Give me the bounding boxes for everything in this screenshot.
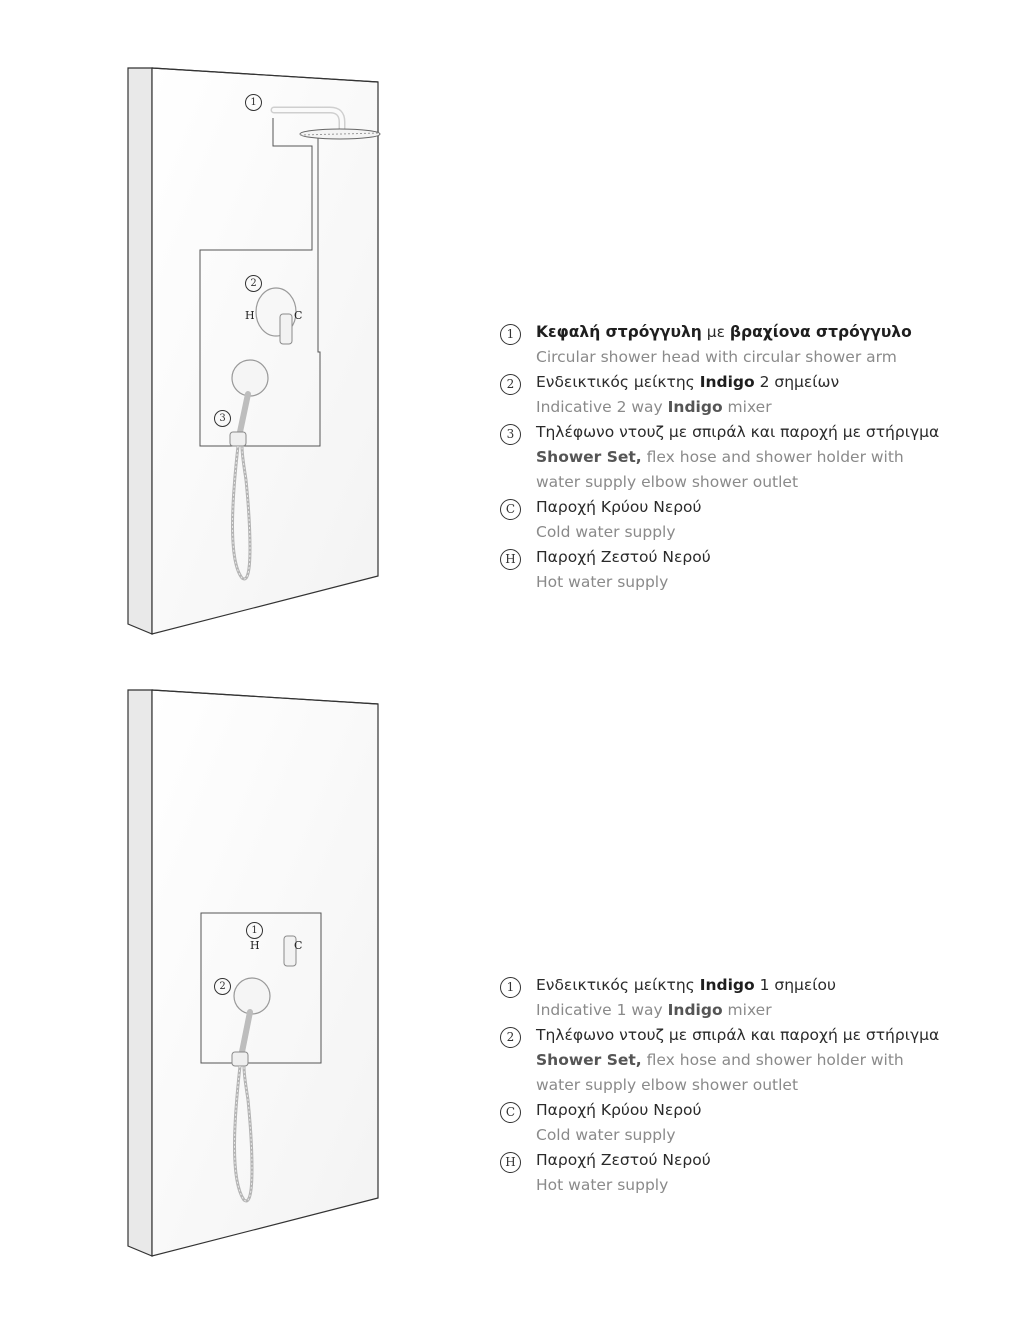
legend-item — [500, 1023, 940, 1098]
legend-english-text — [536, 1173, 940, 1198]
text-run: Τηλέφωνο ντουζ με σπιράλ και παροχή με στήριγμα — [536, 423, 940, 441]
legend-number-badge: 1 — [500, 977, 521, 998]
legend-greek-text — [536, 370, 940, 395]
text-run: Κεφαλή στρόγγυλη — [536, 323, 702, 341]
legend-item — [500, 370, 940, 420]
callout-2-marker: 2 — [214, 978, 231, 995]
legend-number-badge: 2 — [500, 1027, 521, 1048]
legend-greek-text — [536, 1098, 940, 1123]
callout-1-marker: 1 — [245, 94, 262, 111]
legend-number-badge: 2 — [500, 374, 521, 395]
text-run: Cold water supply — [536, 523, 676, 541]
text-run: Circular shower head with circular shower arm — [536, 348, 897, 366]
legend-english-text — [536, 345, 940, 370]
text-run: βραχίονα στρόγγυλο — [729, 323, 912, 341]
text-run: Indigo — [699, 373, 755, 391]
legend-item — [500, 495, 940, 545]
text-run: mixer — [722, 1001, 772, 1019]
shower-holder — [230, 432, 246, 446]
callout-3-marker: 3 — [214, 410, 231, 427]
text-run: Cold water supply — [536, 1126, 676, 1144]
callout-1-marker: 1 — [246, 922, 263, 939]
text-run: 2 σημείων — [754, 373, 840, 391]
wall-face — [152, 690, 378, 1256]
wall-side — [128, 68, 152, 634]
text-run: 1 σημείου — [754, 976, 836, 994]
text-run: Indicative 2 way — [536, 398, 668, 416]
legend-english-text — [536, 998, 940, 1023]
text-run: Hot water supply — [536, 573, 669, 591]
legend-greek-text — [536, 320, 940, 345]
legend-number-badge: H — [500, 1152, 521, 1173]
hot-label: H — [250, 939, 260, 952]
legend-item — [500, 973, 940, 1023]
installation-panel-1 — [0, 0, 1024, 660]
text-run: flex hose and shower holder with water supply elbow shower outlet — [536, 448, 904, 491]
legend-item — [500, 1148, 940, 1198]
text-run: Indigo — [667, 398, 723, 416]
text-run: Παροχή Ζεστού Νερού — [536, 548, 711, 566]
legend-number-badge: C — [500, 1102, 521, 1123]
text-run: Indicative 1 way — [536, 1001, 668, 1019]
text-run: Παροχή Κρύου Νερού — [536, 498, 702, 516]
legend-english-text — [536, 395, 940, 420]
legend-greek-text — [536, 545, 940, 570]
legend-english-text — [536, 520, 940, 545]
text-run: Παροχή Ζεστού Νερού — [536, 1151, 711, 1169]
legend-greek-text — [536, 1148, 940, 1173]
wall-face — [152, 68, 378, 634]
wall-side — [128, 690, 152, 1256]
legend-number-badge: H — [500, 549, 521, 570]
text-run: Shower Set, — [536, 448, 642, 466]
hand-shower-head — [232, 360, 268, 396]
legend-item — [500, 545, 940, 595]
text-run: mixer — [722, 398, 772, 416]
hand-shower-head — [234, 978, 270, 1014]
callout-2-marker: 2 — [245, 275, 262, 292]
legend-english-text — [536, 1048, 940, 1098]
legend-english-text — [536, 1123, 940, 1148]
text-run: Shower Set, — [536, 1051, 642, 1069]
text-run: Τηλέφωνο ντουζ με σπιράλ και παροχή με στήριγμα — [536, 1026, 940, 1044]
text-run: Παροχή Κρύου Νερού — [536, 1101, 702, 1119]
legend-item — [500, 1098, 940, 1148]
cold-label: C — [294, 309, 303, 322]
legend-greek-text — [536, 495, 940, 520]
text-run: με — [701, 323, 730, 341]
installation-panel-2 — [0, 660, 1024, 1342]
text-run: flex hose and shower holder with water supply elbow shower outlet — [536, 1051, 904, 1094]
legend-greek-text — [536, 1023, 940, 1048]
text-run: Indigo — [699, 976, 755, 994]
legend-english-text — [536, 445, 940, 495]
text-run: Hot water supply — [536, 1176, 669, 1194]
legend-panel-1 — [500, 320, 940, 595]
mixer-lever — [280, 314, 292, 344]
shower-holder — [232, 1052, 248, 1066]
text-run: Ενδεικτικός μείκτης — [536, 373, 700, 391]
text-run: Indigo — [667, 1001, 723, 1019]
legend-number-badge: 3 — [500, 424, 521, 445]
legend-greek-text — [536, 420, 940, 445]
legend-number-badge: C — [500, 499, 521, 520]
legend-greek-text — [536, 973, 940, 998]
hot-label: H — [245, 309, 255, 322]
legend-panel-2 — [500, 973, 940, 1198]
text-run: Ενδεικτικός μείκτης — [536, 976, 700, 994]
legend-item — [500, 320, 940, 370]
cold-label: C — [294, 939, 303, 952]
legend-item — [500, 420, 940, 495]
legend-number-badge: 1 — [500, 324, 521, 345]
legend-english-text — [536, 570, 940, 595]
